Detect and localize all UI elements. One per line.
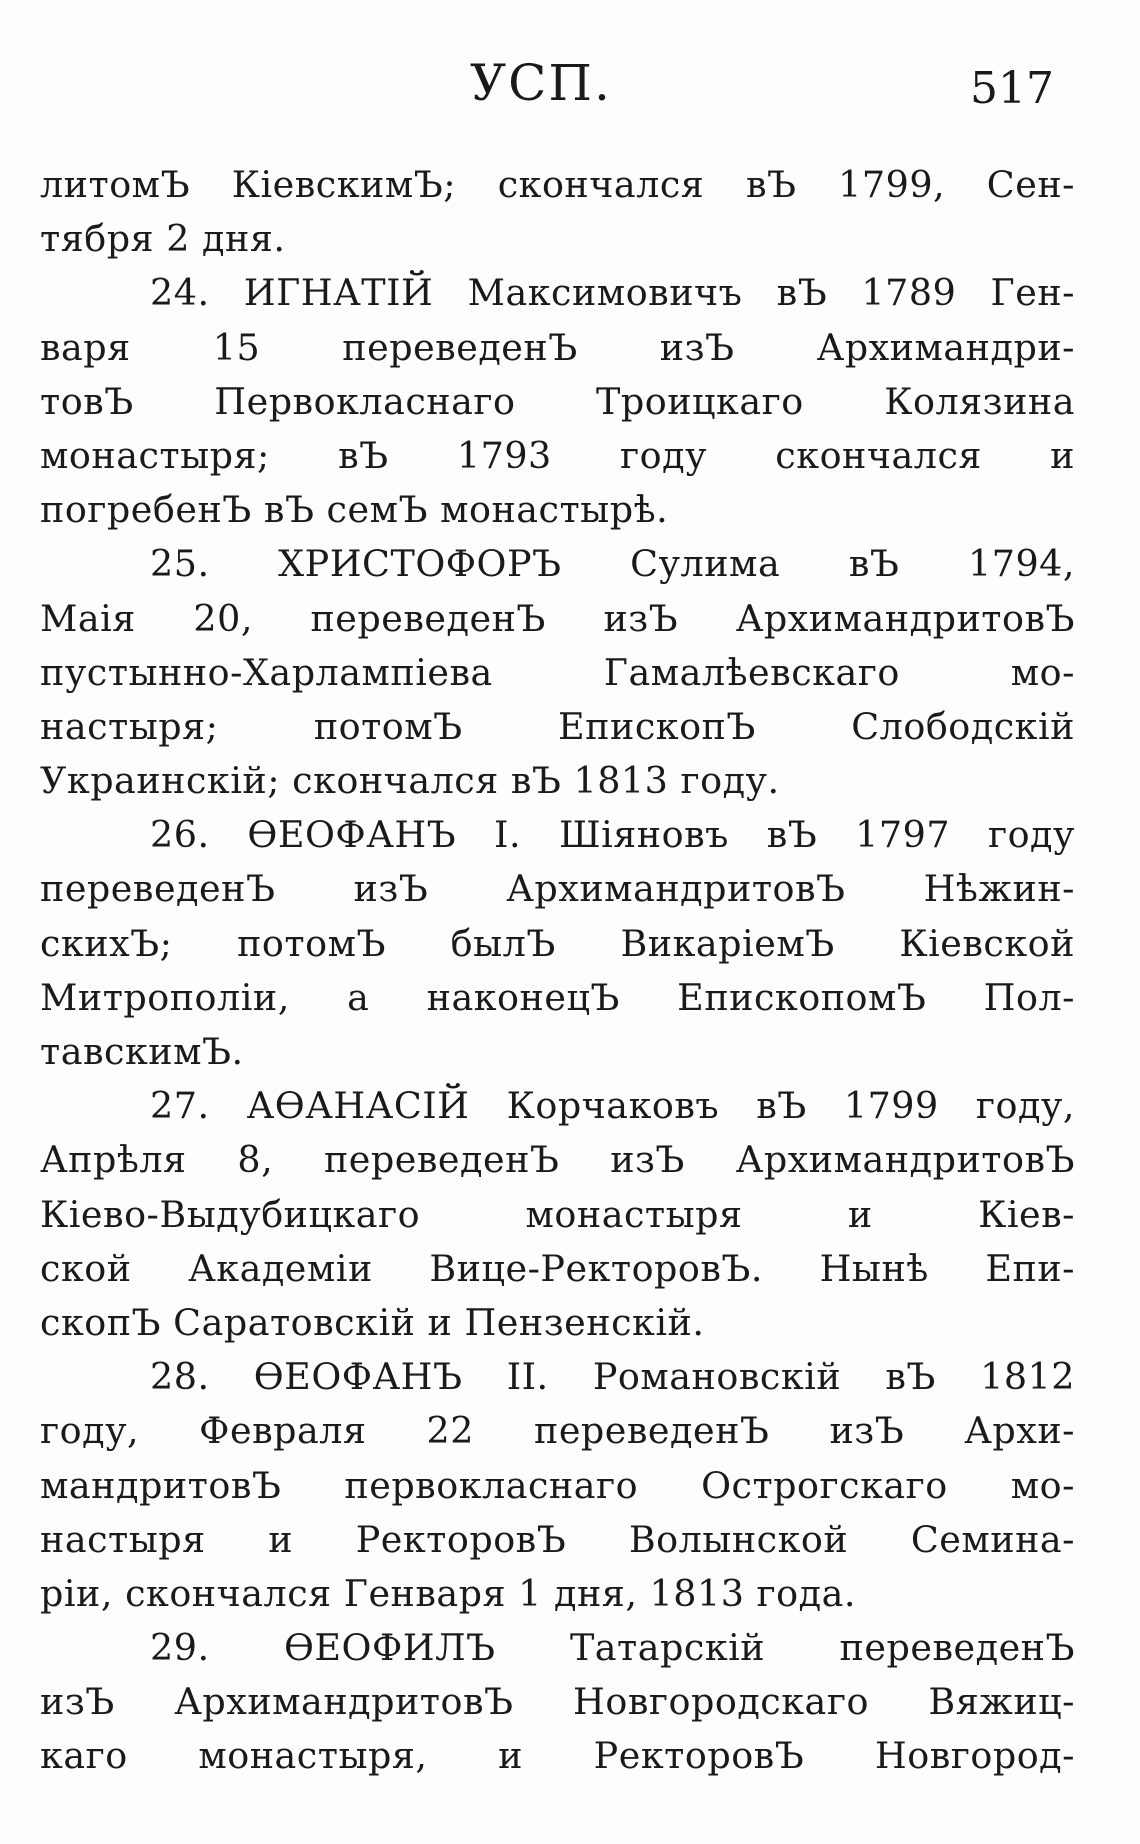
text-line: пустынно-Харлампіева Гамалѣевскаго мо-	[40, 650, 1075, 694]
text-line: товЪ Первокласнаго Троицкаго Колязина	[40, 379, 1075, 423]
running-header	[0, 48, 1140, 118]
text-line: литомЪ КіевскимЪ; скончался вЪ 1799, Сен-	[40, 163, 1075, 206]
text-line: 26. ѲЕОФАНЪ I. Шіяновъ вЪ 1797 году	[150, 813, 1075, 857]
text-line: ріи, скончался Генваря 1 дня, 1813 года.	[40, 1571, 856, 1615]
text-line: Митрополіи, а наконецЪ ЕпископомЪ Пол-	[40, 975, 1075, 1019]
text-line: году, Февраля 22 переведенЪ изЪ Архи-	[40, 1409, 1075, 1453]
text-body	[40, 158, 1075, 1784]
text-line: скихЪ; потомЪ былЪ ВикаріемЪ Кіевской	[40, 921, 1075, 965]
text-line: Апрѣля 8, переведенЪ изЪ АрхимандритовЪ	[40, 1138, 1075, 1182]
page-number: 517	[970, 63, 1054, 114]
text-line: 27. АѲАНАСІЙ Корчаковъ вЪ 1799 году,	[150, 1084, 1075, 1128]
text-line: каго монастыря, и РекторовЪ Новгород-	[40, 1734, 1075, 1778]
text-line: переведенЪ изЪ АрхимандритовЪ Нѣжин-	[40, 867, 1075, 911]
text-line: настыря и РекторовЪ Волынской Семина-	[40, 1517, 1075, 1561]
text-line: погребенЪ вЪ семЪ монастырѣ.	[40, 488, 669, 532]
text-line: настыря; потомЪ ЕпископЪ Слободскій	[40, 704, 1075, 748]
text-line: Кіево-Выдубицкаго монастыря и Кіев-	[40, 1192, 1075, 1236]
text-line: монастыря; вЪ 1793 году скончался и	[40, 433, 1075, 477]
text-line: 29. ѲЕОФИЛЪ Татарскій переведенЪ	[150, 1626, 1075, 1670]
text-line: мандритовЪ первокласнаго Острогскаго мо-	[40, 1463, 1075, 1507]
text-line: тавскимЪ.	[40, 1030, 244, 1073]
text-line: Украинскій; скончался вЪ 1813 году.	[40, 759, 780, 803]
text-line: Маія 20, переведенЪ изЪ АрхимандритовЪ	[40, 596, 1075, 640]
text-line: 24. ИГНАТІЙ Максимовичъ вЪ 1789 Ген-	[150, 271, 1075, 315]
running-title: УСП.	[470, 54, 612, 112]
text-line: варя 15 переведенЪ изЪ Архимандри-	[40, 325, 1075, 369]
text-line: 25. ХРИСТОФОРЪ Сулима вЪ 1794,	[150, 542, 1075, 586]
text-line: 28. ѲЕОФАНЪ II. Романовскій вЪ 1812	[150, 1355, 1075, 1399]
text-line: изЪ АрхимандритовЪ Новгородскаго Вяжиц-	[40, 1680, 1075, 1724]
text-line: ской Академіи Вице-РекторовЪ. Нынѣ Епи-	[40, 1246, 1075, 1290]
text-line: тября 2 дня.	[40, 217, 286, 261]
text-line: скопЪ Саратовскій и Пензенскій.	[40, 1300, 705, 1344]
